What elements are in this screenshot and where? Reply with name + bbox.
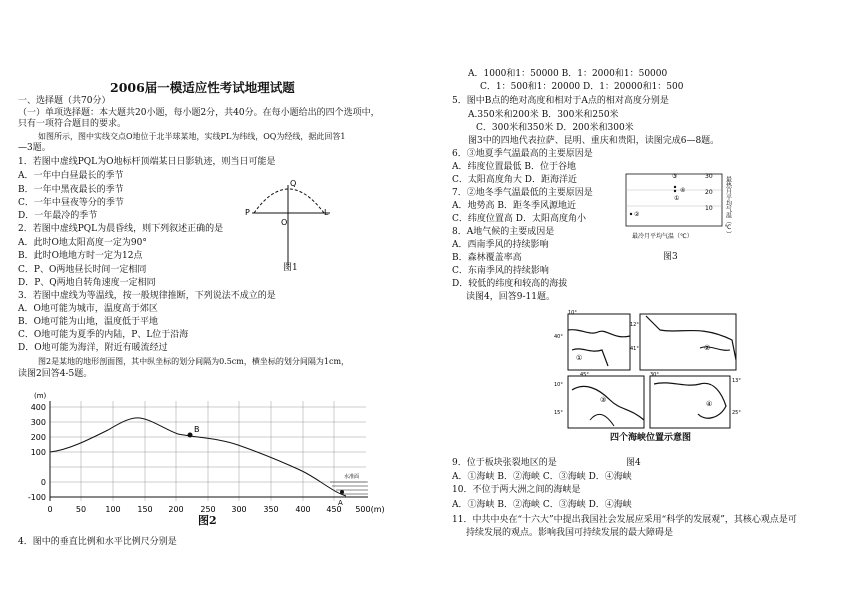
shadow-path-curve: [254, 189, 324, 213]
label-p: P: [245, 208, 250, 217]
fig3-point-2: ②: [634, 211, 640, 218]
fig3-y-axis-label: 最热月平均气温（℃）: [724, 176, 732, 237]
x-tick-300: 300: [231, 505, 247, 514]
question-1: 1．若图中虚线PQL为O地标杆顶端某日日影轨迹，则当日可能是: [18, 157, 276, 167]
question-7-options-ab: A．地势高 B．距冬季风源地近: [452, 201, 576, 211]
x-tick-200: 200: [168, 505, 184, 514]
fig3-y-tick-10: 10: [705, 205, 713, 212]
x-tick-400: 400: [295, 505, 311, 514]
fig3-x-axis-label: 最冷月平均气温（℃）: [632, 233, 693, 240]
figure-4-caption: 图4: [626, 458, 641, 468]
question-2-option-a: A．此时O地太阳高度一定为90°: [18, 238, 147, 248]
fig4-lat-3: 12°: [630, 322, 639, 328]
question-1-option-d: D．一年最冷的季节: [18, 211, 98, 221]
point-a-label: A: [338, 499, 343, 507]
question-2: 2．若图中虚线PQL为晨昏线，则下列叙述正确的是: [18, 224, 224, 234]
fig3-point-4: ④: [680, 187, 686, 194]
fig3-y-tick-30: 30: [705, 173, 713, 180]
question-3: 3．若图中虚线为等温线，按一般规律推断，下列说法不成立的是: [18, 291, 276, 301]
y-tick-neg100: -100: [27, 493, 46, 502]
figure-3-caption: 图3: [663, 252, 678, 262]
question-8-option-c: C．东南季风的持续影响: [452, 266, 549, 276]
question-10-options: A．①海峡 B．②海峡 C．③海峡 D．④海峡: [452, 500, 632, 510]
question-7-options-cd: C．纬度位置高 D．太阳高度角小: [452, 214, 586, 224]
x-unit-label: 500(m): [355, 505, 385, 514]
figure2-intro-line-1: 图2是某地的地形剖面图，其中纵坐标的划分间隔为0.5cm，横坐标的划分间隔为1cm，: [38, 357, 350, 366]
figure2-intro-line-2: 读图2回答4-5题。: [18, 369, 93, 379]
figure-4-map-caption: 四个海峡位置示意图: [610, 433, 692, 443]
question-3-option-a: A．O地可能为城市，温度高于郊区: [18, 304, 158, 314]
fig4-lat-9: 13°: [732, 378, 741, 384]
strait-4-marker: ④: [706, 400, 713, 408]
fig4-lat-7: 15°: [554, 410, 563, 416]
x-tick-0: 0: [47, 505, 53, 514]
question-8-option-b: B．森林覆盖率高: [452, 253, 522, 263]
question-11-line-1: 11．中共中央在“十六大”中提出我国社会发展应采用“科学的发展观”，其核心观点是可: [452, 515, 797, 525]
figure-1-caption: 图1: [283, 263, 298, 273]
x-tick-450: 450: [326, 505, 342, 514]
fig4-lat-2: 40°: [554, 334, 563, 340]
y-tick-0: 0: [40, 478, 46, 487]
question-4-options-cd: C．1：500和1：20000 D．1：20000和1：500: [480, 82, 684, 92]
strait-3-marker: ③: [600, 396, 607, 404]
section-heading: 一、选择题（共70分）: [18, 96, 111, 106]
question-8-option-a: A．西南季风的持续影响: [452, 240, 549, 250]
label-o: O: [281, 218, 288, 227]
question-6-options-ab: A．纬度位置最低 B．位于谷地: [452, 162, 576, 172]
question-5-options-cd: C．300米和350米 D．200米和300米: [476, 123, 634, 133]
fig3-dot-b: [674, 190, 676, 192]
fig3-point-1: ①: [674, 195, 680, 202]
question-7: 7．②地冬季气温最低的主要原因是: [452, 188, 593, 198]
question-1-option-a: A．一年中白昼最长的季节: [18, 171, 124, 181]
instruction-line-2: 只有一项符合题目的要求。: [18, 119, 127, 129]
strait-1-marker: ①: [576, 354, 583, 362]
question-6-options-cd: C．太阳高度角大 D．距海洋近: [452, 175, 577, 185]
question-2-option-c: C．P、O两地昼长时间一定相同: [18, 265, 147, 275]
question-5-options-ab: A.350米和200米 B．300米和250米: [468, 110, 619, 120]
x-tick-150: 150: [137, 505, 153, 514]
point-b-marker: [188, 433, 193, 438]
question-3-option-b: B．O地可能为山地，温度低于平地: [18, 317, 158, 327]
point-b-label: B: [194, 425, 200, 434]
fig3-point-3: ③: [672, 173, 678, 180]
question-1-option-b: B．一年中黑夜最长的季节: [18, 185, 124, 195]
question-11-line-2: 持续发展的观点。影响我国可持续发展的最大障碍是: [466, 528, 674, 538]
figure1-intro-line-2: —3题。: [18, 143, 51, 153]
figure-2-profile-chart: [8, 388, 388, 528]
fig3-dot-a: [674, 186, 676, 188]
question-4: 4．图中的垂直比例和水平比例尺分别是: [18, 537, 177, 547]
question-3-option-d: D．O地可能为海洋，附近有暖流经过: [18, 343, 168, 353]
y-tick-100: 100: [30, 448, 46, 457]
x-tick-350: 350: [263, 505, 279, 514]
sea-level-label: 水准面: [344, 474, 360, 480]
question-4-options-ab: A．1000和1：50000 B．1：2000和1：50000: [468, 69, 668, 79]
figure-4-strait-maps: [550, 310, 750, 450]
y-tick-300: 300: [30, 418, 46, 427]
question-5: 5．图中B点的绝对高度和相对于A点的相对高度分别是: [452, 96, 669, 106]
instruction-line-1: （一）单项选择题：本大题共20小题，每小题2分，共40分。在每小题给出的四个选项中，: [18, 108, 380, 118]
question-10: 10．不位于两大洲之间的海峡是: [452, 485, 581, 495]
fig3-y-tick-20: 20: [705, 189, 713, 196]
x-tick-250: 250: [200, 505, 216, 514]
y-unit-label: (m): [34, 392, 47, 400]
x-tick-50: 50: [75, 505, 87, 514]
question-3-option-c: C．O地可能为夏季的内陆，P、L位于沿海: [18, 330, 189, 340]
fig4-lat-4: 41°: [630, 346, 639, 352]
figure-3-climate-chart: [618, 168, 748, 250]
question-9-options: A．①海峡 B．②海峡 C．③海峡 D．④海峡: [452, 472, 632, 482]
fig4-lat-8: 30°: [650, 372, 659, 378]
question-1-option-c: C．一年中昼夜等分的季节: [18, 198, 124, 208]
label-l: L: [324, 208, 329, 217]
exam-title: 2006届一模适应性考试地理试题: [110, 80, 295, 95]
question-2-option-d: D．P、Q两地自转角速度一定相同: [18, 278, 156, 288]
fig3-dot-c: [630, 213, 632, 215]
y-tick-400: 400: [30, 403, 46, 412]
figure-4-intro: 读图4，回答9-11题。: [466, 292, 555, 302]
figure1-intro-line-1: 如图所示，图中实线交点O地位于北半球某地，实线PL为纬线，OQ为经线，据此回答1: [38, 132, 346, 141]
fig4-lat-1: 10°: [568, 310, 577, 316]
fig4-lat-5: 45°: [580, 372, 589, 378]
fig4-lat-10: 25°: [732, 410, 741, 416]
figure-3-intro: 图3中的四地代表拉萨、昆明、重庆和贵阳，读图完成6—8题。: [468, 136, 720, 146]
question-8-option-d: D．较低的纬度和较高的海拔: [452, 279, 568, 289]
question-6: 6．③地夏季气温最高的主要原因是: [452, 149, 593, 159]
x-tick-100: 100: [105, 505, 121, 514]
question-2-option-b: B．此时O地地方时一定为12点: [18, 251, 143, 261]
y-tick-200: 200: [30, 433, 46, 442]
label-q: Q: [290, 179, 297, 188]
question-9: 9．位于板块张裂地区的是: [452, 458, 557, 468]
point-a-marker: [340, 490, 344, 494]
question-8: 8．A地气候的主要成因是: [452, 227, 555, 237]
fig4-lat-6: 10°: [554, 382, 563, 388]
strait-2-marker: ②: [704, 344, 711, 352]
figure-2-caption: 图2: [198, 514, 217, 527]
